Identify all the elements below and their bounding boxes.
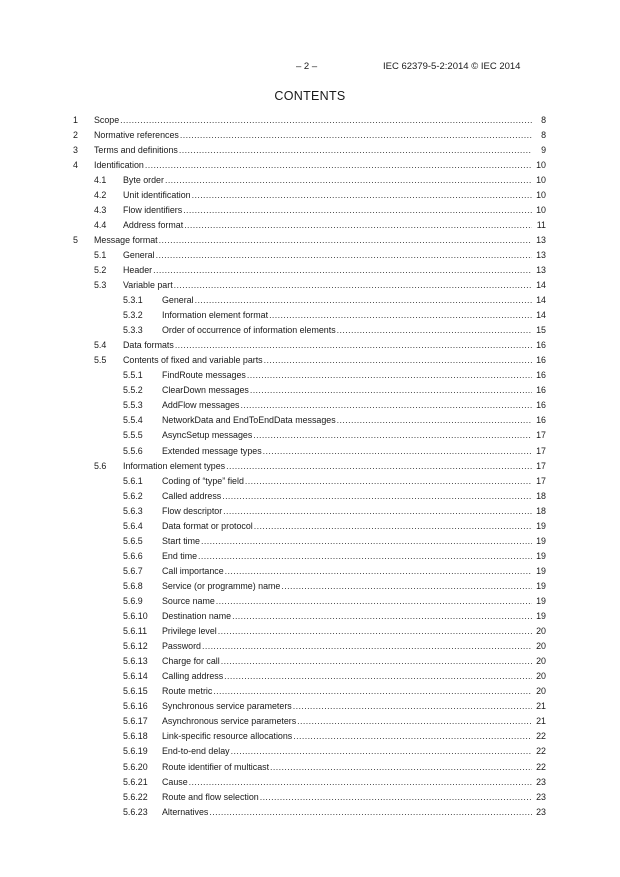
toc-entry-number: 5.2 — [94, 264, 107, 275]
toc-entry[interactable] — [0, 218, 620, 233]
toc-entry-text — [162, 308, 532, 323]
toc-entry-label: Message format — [94, 233, 159, 248]
toc-entry-text — [162, 413, 532, 428]
dot-leader — [337, 323, 532, 338]
toc-entry-number: 5.6.22 — [123, 791, 148, 802]
toc-entry-number: 5.6.2 — [123, 490, 143, 501]
page-number: – 2 – — [296, 61, 318, 72]
dot-leader — [231, 744, 532, 759]
toc-entry-label: Address format — [123, 218, 184, 233]
toc-entry-page: 20 — [535, 684, 546, 699]
toc-entry[interactable] — [0, 714, 620, 729]
dot-leader — [183, 203, 532, 218]
toc-entry-page: 19 — [535, 609, 546, 624]
toc-entry-page: 16 — [535, 413, 546, 428]
standard-id: IEC 62379-5-2:2014 © IEC 2014 — [383, 61, 521, 72]
toc-entry-page: 19 — [535, 594, 546, 609]
dot-leader — [226, 459, 532, 474]
toc-entry-page: 17 — [535, 459, 546, 474]
toc-entry[interactable] — [0, 158, 620, 173]
dot-leader — [213, 684, 532, 699]
toc-entry-page: 14 — [535, 278, 546, 293]
page-header — [0, 61, 620, 75]
toc-entry-label: NetworkData and EndToEndData messages — [162, 413, 337, 428]
toc-entry[interactable] — [0, 353, 620, 368]
toc-entry-text — [162, 368, 532, 383]
toc-entry-label: Contents of fixed and variable parts — [123, 353, 264, 368]
dot-leader — [145, 158, 532, 173]
toc-entry-page: 23 — [535, 790, 546, 805]
toc-entry-text — [123, 263, 532, 278]
toc-entry-text — [94, 158, 532, 173]
toc-entry-text — [162, 504, 532, 519]
toc-entry[interactable] — [0, 323, 620, 338]
dot-leader — [216, 594, 532, 609]
toc-entry[interactable] — [0, 579, 620, 594]
toc-entry-text — [162, 398, 532, 413]
toc-entry-number: 5.6.14 — [123, 671, 148, 682]
toc-entry-page: 18 — [535, 504, 546, 519]
toc-entry-label: Synchronous service parameters — [162, 699, 293, 714]
toc-entry-page: 16 — [535, 368, 546, 383]
dot-leader — [192, 188, 532, 203]
toc-entry-page: 17 — [535, 428, 546, 443]
toc-entry-text — [162, 579, 532, 594]
toc-entry[interactable] — [0, 113, 620, 128]
dot-leader — [245, 474, 532, 489]
toc-entry[interactable] — [0, 790, 620, 805]
toc-entry-label: Service (or programme) name — [162, 579, 281, 594]
toc-entry-page: 8 — [540, 113, 546, 128]
dot-leader — [180, 128, 532, 143]
toc-entry-text — [123, 203, 532, 218]
toc-entry-text — [162, 775, 532, 790]
toc-entry-page: 21 — [535, 699, 546, 714]
toc-entry[interactable] — [0, 699, 620, 714]
toc-entry-page: 19 — [535, 579, 546, 594]
toc-entry-text — [94, 233, 532, 248]
dot-leader — [247, 368, 532, 383]
toc-entry-label: Information element types — [123, 459, 226, 474]
toc-entry[interactable] — [0, 143, 620, 158]
toc-entry-number: 5.5.1 — [123, 370, 143, 381]
toc-entry[interactable] — [0, 729, 620, 744]
toc-entry-number: 1 — [73, 114, 78, 125]
toc-entry-number: 5.6.12 — [123, 641, 148, 652]
toc-entry-label: FindRoute messages — [162, 368, 247, 383]
dot-leader — [165, 173, 532, 188]
toc-entry-text — [123, 338, 532, 353]
toc-entry-number: 5.6.18 — [123, 731, 148, 742]
toc-entry[interactable] — [0, 639, 620, 654]
toc-entry-number: 4.3 — [94, 204, 107, 215]
toc-entry[interactable] — [0, 188, 620, 203]
dot-leader — [195, 293, 532, 308]
toc-entry-label: Data format or protocol — [162, 519, 254, 534]
toc-entry-label: Call importance — [162, 564, 225, 579]
toc-entry-number: 4 — [73, 159, 78, 170]
toc-entry-page: 16 — [535, 398, 546, 413]
toc-entry-label: General — [162, 293, 195, 308]
toc-entry-number: 5 — [73, 234, 78, 245]
toc-entry[interactable] — [0, 609, 620, 624]
toc-entry[interactable] — [0, 654, 620, 669]
toc-entry[interactable] — [0, 744, 620, 759]
toc-entry-page: 15 — [535, 323, 546, 338]
dot-leader — [293, 729, 532, 744]
dot-leader — [223, 504, 532, 519]
toc-entry[interactable] — [0, 534, 620, 549]
dot-leader — [253, 428, 532, 443]
dot-leader — [269, 308, 532, 323]
toc-entry-page: 22 — [535, 744, 546, 759]
toc-entry-text — [123, 218, 532, 233]
toc-entry[interactable] — [0, 128, 620, 143]
dot-leader — [260, 790, 532, 805]
toc-entry[interactable] — [0, 263, 620, 278]
toc-entry-number: 5.3.3 — [123, 325, 143, 336]
toc-entry-number: 5.6.4 — [123, 520, 143, 531]
dot-leader — [250, 383, 532, 398]
toc-entry-number: 5.6.16 — [123, 701, 148, 712]
toc-entry-number: 5.6.10 — [123, 611, 148, 622]
toc-entry-label: Source name — [162, 594, 216, 609]
dot-leader — [159, 233, 532, 248]
toc-entry-page: 22 — [535, 729, 546, 744]
toc-entry-page: 19 — [535, 519, 546, 534]
toc-entry-page: 11 — [536, 218, 546, 233]
toc-entry-label: Normative references — [94, 128, 180, 143]
toc-entry-number: 5.6 — [94, 460, 107, 471]
toc-entry-label: Privilege level — [162, 624, 218, 639]
toc-entry[interactable] — [0, 173, 620, 188]
dot-leader — [232, 609, 532, 624]
toc-entry-text — [162, 669, 532, 684]
toc-entry-number: 5.6.21 — [123, 776, 148, 787]
toc-entry-number: 5.4 — [94, 340, 107, 351]
toc-entry[interactable] — [0, 775, 620, 790]
toc-entry-label: Variable part — [123, 278, 174, 293]
toc-entry[interactable] — [0, 338, 620, 353]
toc-entry-page: 13 — [535, 233, 546, 248]
toc-entry[interactable] — [0, 564, 620, 579]
toc-entry-number: 5.6.17 — [123, 716, 148, 727]
toc-entry-number: 5.6.23 — [123, 806, 148, 817]
toc-entry-page: 23 — [535, 805, 546, 820]
toc-entry-number: 5.5.5 — [123, 430, 143, 441]
dot-leader — [263, 444, 532, 459]
toc-entry-text — [123, 278, 532, 293]
toc-entry-number: 5.6.8 — [123, 580, 143, 591]
toc-entry-page: 17 — [535, 444, 546, 459]
dot-leader — [281, 579, 532, 594]
toc-entry-label: Extended message types — [162, 444, 263, 459]
toc-entry[interactable] — [0, 459, 620, 474]
dot-leader — [264, 353, 532, 368]
toc-entry-number: 4.2 — [94, 189, 107, 200]
toc-entry-text — [162, 549, 532, 564]
toc-entry[interactable] — [0, 444, 620, 459]
table-of-contents — [0, 113, 620, 820]
dot-leader — [120, 113, 532, 128]
toc-entry-label: End-to-end delay — [162, 744, 231, 759]
toc-entry-text — [162, 489, 532, 504]
toc-entry-text — [162, 444, 532, 459]
dot-leader — [198, 549, 532, 564]
toc-entry-number: 5.5.3 — [123, 400, 143, 411]
toc-entry-number: 4.4 — [94, 219, 107, 230]
toc-entry-page: 18 — [535, 489, 546, 504]
dot-leader — [156, 248, 532, 263]
toc-entry-text — [162, 564, 532, 579]
toc-entry-text — [162, 790, 532, 805]
toc-entry[interactable] — [0, 308, 620, 323]
toc-entry-label: General — [123, 248, 156, 263]
dot-leader — [254, 519, 532, 534]
toc-entry-page: 16 — [535, 383, 546, 398]
toc-entry-text — [162, 714, 532, 729]
toc-entry-text — [162, 383, 532, 398]
toc-entry-label: Asynchronous service parameters — [162, 714, 297, 729]
dot-leader — [270, 760, 532, 775]
toc-entry-label: Unit identification — [123, 188, 192, 203]
toc-entry-page: 10 — [535, 173, 546, 188]
toc-entry-number: 5.6.3 — [123, 505, 143, 516]
toc-entry-text — [162, 729, 532, 744]
toc-entry-number: 4.1 — [94, 174, 107, 185]
toc-entry[interactable] — [0, 549, 620, 564]
toc-entry-page: 13 — [535, 248, 546, 263]
toc-entry-page: 19 — [535, 534, 546, 549]
toc-entry[interactable] — [0, 233, 620, 248]
toc-entry[interactable] — [0, 519, 620, 534]
toc-entry-text — [94, 113, 532, 128]
toc-entry-text — [162, 428, 532, 443]
toc-entry-number: 5.5.2 — [123, 385, 143, 396]
toc-entry-page: 19 — [535, 549, 546, 564]
toc-entry-label: Route metric — [162, 684, 213, 699]
toc-entry[interactable] — [0, 474, 620, 489]
toc-entry-text — [123, 173, 532, 188]
toc-entry-page: 17 — [535, 474, 546, 489]
toc-entry-text — [123, 353, 532, 368]
dot-leader — [337, 413, 532, 428]
toc-entry[interactable] — [0, 760, 620, 775]
toc-entry-label: Called address — [162, 489, 222, 504]
toc-entry-number: 5.5.6 — [123, 445, 143, 456]
toc-entry-number: 5.6.1 — [123, 475, 143, 486]
toc-entry-label: Coding of “type” field — [162, 474, 245, 489]
toc-entry-label: AsyncSetup messages — [162, 428, 253, 443]
toc-entry-number: 5.3.1 — [123, 295, 143, 306]
toc-entry-label: Order of occurrence of information elements — [162, 323, 337, 338]
dot-leader — [179, 143, 532, 158]
toc-entry-label: Byte order — [123, 173, 165, 188]
toc-entry-page: 21 — [535, 714, 546, 729]
toc-entry-text — [123, 248, 532, 263]
toc-entry-page: 19 — [535, 564, 546, 579]
dot-leader — [153, 263, 532, 278]
toc-entry-text — [162, 744, 532, 759]
toc-entry-text — [162, 760, 532, 775]
dot-leader — [221, 654, 532, 669]
toc-entry-page: 8 — [540, 128, 546, 143]
toc-entry-number: 5.5.4 — [123, 415, 143, 426]
dot-leader — [222, 489, 532, 504]
toc-entry-page: 20 — [535, 654, 546, 669]
dot-leader — [224, 669, 532, 684]
dot-leader — [240, 398, 532, 413]
toc-entry-text — [162, 805, 532, 820]
toc-entry-text — [162, 323, 532, 338]
toc-entry-text — [162, 639, 532, 654]
toc-entry[interactable] — [0, 293, 620, 308]
toc-entry[interactable] — [0, 805, 620, 820]
toc-entry-number: 5.6.19 — [123, 746, 148, 757]
toc-entry-label: AddFlow messages — [162, 398, 240, 413]
toc-entry-text — [162, 293, 532, 308]
toc-entry-number: 5.6.9 — [123, 596, 143, 606]
toc-entry-label: Route identifier of multicast — [162, 760, 270, 775]
toc-entry-label: Password — [162, 639, 202, 654]
toc-entry[interactable] — [0, 248, 620, 263]
toc-entry-text — [162, 624, 532, 639]
toc-entry[interactable] — [0, 413, 620, 428]
toc-entry-label: Charge for call — [162, 654, 221, 669]
toc-entry[interactable] — [0, 383, 620, 398]
page-title: CONTENTS — [274, 89, 346, 103]
toc-entry-page: 10 — [535, 203, 546, 218]
dot-leader — [184, 218, 532, 233]
toc-entry[interactable] — [0, 504, 620, 519]
dot-leader — [189, 775, 532, 790]
toc-entry-page: 23 — [535, 775, 546, 790]
toc-entry[interactable] — [0, 684, 620, 699]
toc-entry-text — [162, 609, 532, 624]
dot-leader — [209, 805, 532, 820]
dot-leader — [293, 699, 532, 714]
toc-entry-number: 5.3 — [94, 280, 107, 291]
toc-entry-label: Identification — [94, 158, 145, 173]
toc-entry-number: 5.3.2 — [123, 310, 143, 321]
toc-entry-number: 5.6.6 — [123, 550, 143, 561]
toc-entry[interactable] — [0, 278, 620, 293]
toc-entry[interactable] — [0, 368, 620, 383]
toc-entry-text — [162, 474, 532, 489]
toc-entry-label: ClearDown messages — [162, 383, 250, 398]
toc-entry-page: 9 — [540, 143, 546, 158]
toc-entry[interactable] — [0, 489, 620, 504]
toc-entry-text — [162, 699, 532, 714]
toc-entry-page: 14 — [535, 308, 546, 323]
toc-entry[interactable] — [0, 203, 620, 218]
toc-entry-label: Header — [123, 263, 153, 278]
toc-entry-number: 5.6.7 — [123, 565, 143, 576]
toc-entry-page: 16 — [535, 338, 546, 353]
toc-entry-page: 10 — [535, 158, 546, 173]
toc-entry-page: 22 — [535, 760, 546, 775]
toc-entry-label: Route and flow selection — [162, 790, 260, 805]
toc-entry-page: 10 — [535, 188, 546, 203]
toc-entry-label: Destination name — [162, 609, 232, 624]
toc-entry-page: 20 — [535, 639, 546, 654]
toc-entry-number: 5.6.13 — [123, 656, 148, 667]
toc-entry-text — [162, 519, 532, 534]
toc-entry-text — [123, 459, 532, 474]
toc-entry-label: Scope — [94, 113, 120, 128]
dot-leader — [202, 639, 532, 654]
toc-entry-page: 13 — [535, 263, 546, 278]
toc-entry[interactable] — [0, 669, 620, 684]
toc-entry-number: 5.6.15 — [123, 686, 148, 697]
toc-entry-label: Calling address — [162, 669, 224, 684]
toc-entry-label: Information element format — [162, 308, 269, 323]
toc-entry-text — [123, 188, 532, 203]
toc-entry-text — [162, 684, 532, 699]
toc-entry-number: 5.6.11 — [123, 626, 148, 637]
dot-leader — [201, 534, 532, 549]
toc-entry-number: 5.6.20 — [123, 761, 148, 772]
toc-entry-page: 14 — [535, 293, 546, 308]
toc-entry-text — [162, 534, 532, 549]
toc-entry-label: Flow identifiers — [123, 203, 183, 218]
toc-entry-label: Data formats — [123, 338, 175, 353]
toc-entry[interactable] — [0, 398, 620, 413]
dot-leader — [225, 564, 532, 579]
toc-entry-label: Cause — [162, 775, 189, 790]
toc-entry-number: 2 — [73, 129, 78, 140]
toc-entry-number: 3 — [73, 144, 78, 155]
toc-entry-label: End time — [162, 549, 198, 564]
toc-entry-label: Terms and definitions — [94, 143, 179, 158]
toc-entry-page: 20 — [535, 669, 546, 684]
dot-leader — [297, 714, 532, 729]
toc-entry[interactable] — [0, 624, 620, 639]
toc-entry-page: 20 — [535, 624, 546, 639]
toc-entry-number: 5.1 — [94, 249, 107, 260]
toc-entry-number: 5.6.5 — [123, 535, 143, 546]
toc-entry-label: Start time — [162, 534, 201, 549]
toc-entry-label: Flow descriptor — [162, 504, 223, 519]
toc-entry-text — [94, 128, 532, 143]
toc-entry-number: 5.5 — [94, 355, 107, 366]
toc-entry[interactable] — [0, 428, 620, 443]
toc-entry-label: Alternatives — [162, 805, 209, 820]
toc-entry[interactable] — [0, 594, 620, 609]
dot-leader — [174, 278, 532, 293]
toc-entry-label: Link-specific resource allocations — [162, 729, 293, 744]
dot-leader — [218, 624, 532, 639]
toc-entry-text — [162, 594, 532, 609]
toc-entry-page: 16 — [535, 353, 546, 368]
toc-entry-text — [162, 654, 532, 669]
toc-entry-text — [94, 143, 532, 158]
dot-leader — [175, 338, 532, 353]
